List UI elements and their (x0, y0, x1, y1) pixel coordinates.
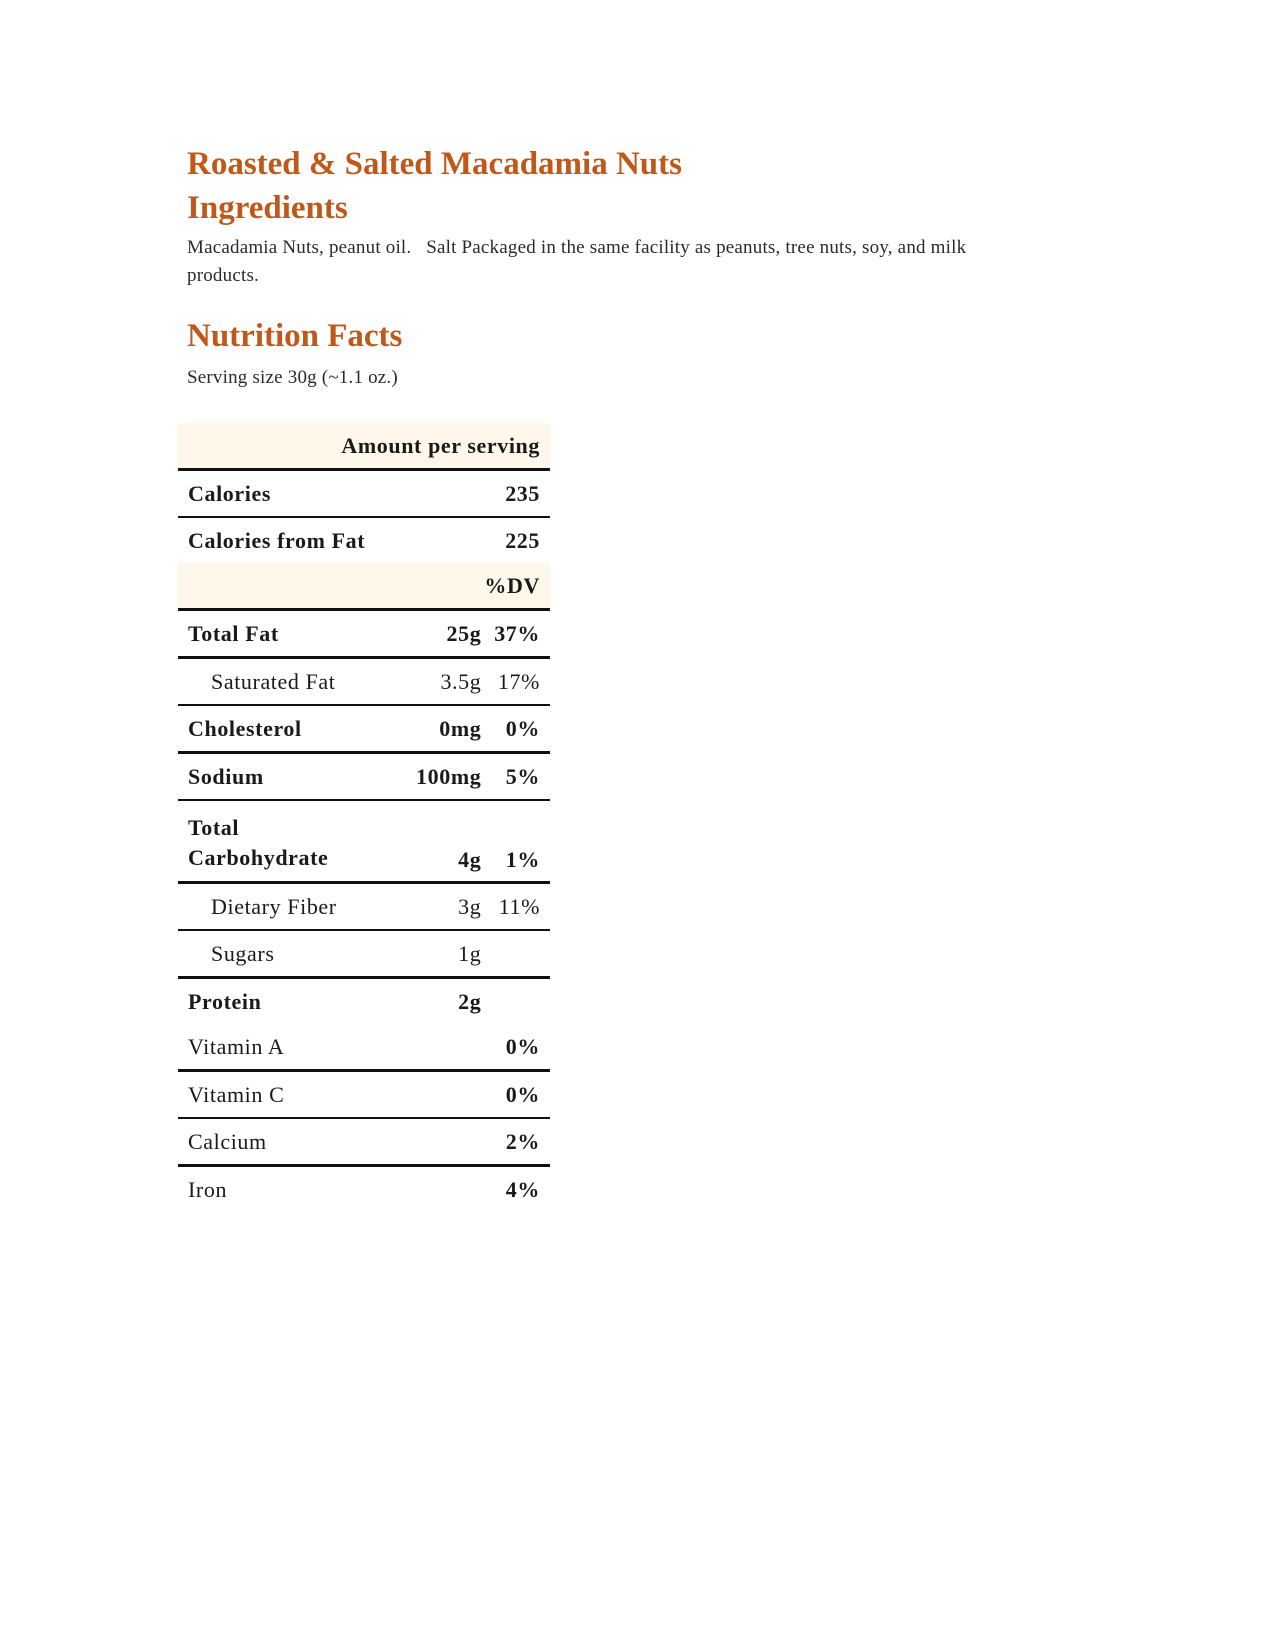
document-page (187, 144, 1057, 392)
table-row (178, 658, 550, 706)
table-row (178, 610, 550, 658)
table-row (178, 1118, 550, 1166)
nutrient-name: Total Carbohydrate (178, 800, 395, 883)
nutrient-name: Sodium (178, 753, 395, 801)
ingredients-text: Macadamia Nuts, peanut oil. Salt Packaged in the same facility as peanuts, tree nuts, soy, and milk products. (187, 237, 972, 286)
nutrition-heading: Nutrition Facts (187, 318, 403, 354)
vitamin-name: Vitamin A (178, 1024, 395, 1071)
nutrition-facts-table (178, 423, 550, 1212)
ingredients-heading: Ingredients (187, 190, 348, 226)
amount-per-serving-header: Amount per serving (178, 423, 550, 470)
nutrient-name: Sugars (178, 930, 395, 978)
nutrient-dv: 5% (489, 753, 550, 801)
nutrient-dv: 17% (489, 658, 550, 706)
vitamin-dv: 0% (489, 1071, 550, 1119)
nutrient-name: Saturated Fat (178, 658, 395, 706)
vitamin-name: Calcium (178, 1118, 395, 1166)
nutrient-dv: 1% (489, 800, 550, 883)
nutrient-dv: 37% (489, 610, 550, 658)
nutrient-amount: 25g (395, 610, 490, 658)
calories-label: Calories (178, 470, 395, 518)
nutrient-name: Cholesterol (178, 705, 395, 753)
table-row (178, 1166, 550, 1213)
nutrient-amount: 2g (458, 988, 482, 1014)
table-row (178, 883, 550, 931)
vitamin-name: Iron (188, 1176, 228, 1202)
nutrient-dv (489, 978, 550, 1025)
table-row (178, 1024, 550, 1071)
nutrient-amount: 1g (395, 930, 490, 978)
nutrient-amount: 3.5g (395, 658, 490, 706)
nutrient-name: Total Fat (178, 610, 395, 658)
serving-size: Serving size 30g (~1.1 oz.) (187, 367, 398, 388)
table-header-row (178, 423, 550, 470)
nutrient-name: Dietary Fiber (178, 883, 395, 931)
nutrient-dv (489, 930, 550, 978)
table-row (178, 1071, 550, 1119)
table-row (178, 470, 550, 518)
table-row (178, 800, 550, 883)
nutrient-name: Protein (188, 988, 262, 1014)
table-row (178, 978, 550, 1025)
vitamin-dv: 2% (489, 1118, 550, 1166)
nutrient-amount: 0mg (395, 705, 490, 753)
vitamin-dv: 0% (489, 1024, 550, 1071)
vitamin-name: Vitamin C (178, 1071, 395, 1119)
nutrient-amount: 100mg (395, 753, 490, 801)
table-row (178, 753, 550, 801)
table-row (178, 930, 550, 978)
product-title: Roasted & Salted Macadamia Nuts (187, 146, 682, 182)
nutrient-amount: 3g (395, 883, 490, 931)
nutrient-amount: 4g (395, 800, 490, 883)
table-row (178, 517, 550, 563)
vitamin-dv: 4% (505, 1176, 540, 1202)
calories-from-fat-label: Calories from Fat (188, 527, 366, 553)
dv-header-row (178, 563, 550, 610)
dv-header: %DV (178, 563, 550, 610)
calories-value: 235 (489, 470, 550, 518)
nutrient-dv: 0% (489, 705, 550, 753)
calories-from-fat-value: 225 (505, 527, 540, 553)
nutrient-dv: 11% (489, 883, 550, 931)
table-row (178, 705, 550, 753)
